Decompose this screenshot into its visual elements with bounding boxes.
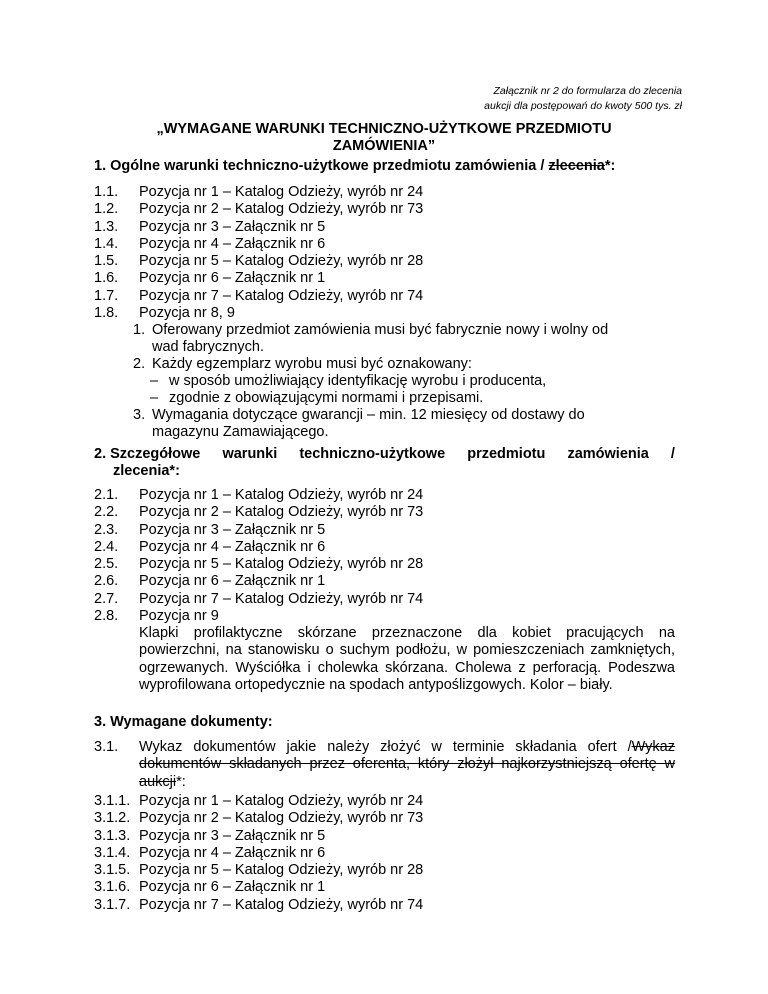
requirement-number: 1. [133, 322, 146, 338]
intro-text: Wykaz dokumentów jakie należy złożyć w terminie składania ofert / [139, 739, 632, 755]
section1-heading [94, 158, 615, 175]
item-text: Pozycja nr 1 – Katalog Odzieży, wyrób nr 24 [139, 184, 424, 200]
item-text: Pozycja nr 6 – Załącznik nr 1 [139, 879, 326, 896]
documents-intro-text [139, 739, 675, 791]
item-text: Pozycja nr 5 – Katalog Odzieży, wyrób nr 28 [139, 556, 424, 573]
item-number: 2.5. [94, 556, 119, 573]
heading-word: techniczno-użytkowe [299, 446, 446, 462]
requirement-line: Wymagania dotyczące gwarancji – min. 12 miesięcy od dostawy do [152, 407, 585, 423]
bullet-text: w sposób umożliwiający identyfikację wyrobu i producenta, [169, 373, 547, 389]
heading-word: przedmiotu [467, 446, 546, 462]
dash-icon: – [150, 373, 159, 389]
item-description: Klapki profilaktyczne skórzane przeznaczone dla kobiet pracujących na powierzchni, na stanowisku o suchym podłożu, w pomieszczeniach zamkniętych, ogrzewanych. Wyściółka i cholewka skórzana. Cholewa z perforacją. Podeszwa wyprofilowana ortopedycznie na spodach antypoślizgowych. Kolor – biały. [139, 625, 675, 693]
bullet-text: zgodnie z obowiązującymi normami i przepisami. [169, 390, 484, 406]
section2-heading-line2: zlecenia*: [113, 463, 180, 479]
requirement-line: magazynu Zamawiającego. [152, 424, 329, 440]
attachment-note-line1: Załącznik nr 2 do formularza do zlecenia [493, 85, 682, 97]
section2-heading-line1 [94, 446, 675, 463]
item-text: Pozycja nr 2 – Katalog Odzieży, wyrób nr 73 [139, 504, 424, 521]
requirement-line: Oferowany przedmiot zamówienia musi być fabrycznie nowy i wolny od [152, 322, 609, 338]
document-title [100, 121, 668, 155]
requirement-number: 2. [133, 356, 146, 372]
intro-tail: *: [176, 773, 186, 790]
heading-word: / [670, 446, 675, 462]
item-number: 2.8. [94, 608, 119, 625]
item-number: 1.6. [94, 270, 119, 287]
section1-heading-tail: *: [604, 158, 616, 174]
section1-heading-strike: zlecenia [548, 158, 605, 174]
requirement-line: wad fabrycznych. [152, 339, 265, 355]
item-text: Pozycja nr 7 – Katalog Odzieży, wyrób nr 74 [139, 287, 424, 304]
item-number: 3.1. [94, 739, 119, 755]
item-text: Pozycja nr 8, 9 [139, 305, 235, 322]
documents-list-intro [94, 739, 675, 791]
item-number: 3.1.3. [94, 827, 131, 844]
item-text: Pozycja nr 4 – Załącznik nr 6 [139, 844, 326, 861]
item-number: 1.7. [94, 287, 119, 304]
item-text: Pozycja nr 2 – Katalog Odzieży, wyrób nr 73 [139, 201, 424, 218]
section2-heading [94, 446, 675, 480]
item-number: 1.5. [94, 253, 119, 270]
item-number: 3.1.7. [94, 896, 131, 913]
item-text: Pozycja nr 3 – Załącznik nr 5 [139, 218, 326, 235]
item-number: 2.4. [94, 538, 119, 555]
requirement-text [152, 407, 585, 441]
item-number: 3.1.6. [94, 879, 131, 896]
item-text: Pozycja nr 3 – Załącznik nr 5 [139, 827, 326, 844]
item-number: 3.1.5. [94, 862, 131, 879]
section3-heading: 3. Wymagane dokumenty: [94, 714, 273, 730]
item-number: 2.3. [94, 521, 119, 538]
item-text: Pozycja nr 6 – Załącznik nr 1 [139, 270, 326, 287]
item-number: 2.6. [94, 573, 119, 590]
item-text: Pozycja nr 5 – Katalog Odzieży, wyrób nr 28 [139, 253, 424, 270]
requirement-text: Każdy egzemplarz wyrobu musi być oznakowany: [152, 356, 472, 372]
item-number: 1.2. [94, 201, 119, 218]
requirement-text [152, 322, 608, 356]
item-text: Pozycja nr 3 – Załącznik nr 5 [139, 521, 326, 538]
attachment-note [484, 84, 682, 114]
item-text: Pozycja nr 1 – Katalog Odzieży, wyrób nr 24 [139, 487, 424, 503]
item-number: 1.1. [94, 184, 119, 200]
document-title-line2: ZAMÓWIENIA” [332, 138, 436, 154]
item-text: Pozycja nr 5 – Katalog Odzieży, wyrób nr 28 [139, 862, 424, 879]
item-number: 1.8. [94, 305, 119, 322]
item-text: Pozycja nr 1 – Katalog Odzieży, wyrób nr 24 [139, 793, 424, 809]
requirement-number: 3. [133, 407, 146, 423]
item-number: 2.7. [94, 590, 119, 607]
document-title-line1: „WYMAGANE WARUNKI TECHNICZNO-UŻYTKOWE PRZEDMIOTU [156, 121, 612, 137]
item-text: Pozycja nr 6 – Załącznik nr 1 [139, 573, 326, 590]
item-number: 2.2. [94, 504, 119, 521]
heading-word: 2. Szczegółowe [94, 446, 201, 462]
item-text: Pozycja nr 4 – Załącznik nr 6 [139, 235, 326, 252]
heading-word: zamówienia [567, 446, 649, 462]
item-text: Pozycja nr 4 – Załącznik nr 6 [139, 538, 326, 555]
item-number: 3.1.2. [94, 810, 131, 827]
item-number: 3.1.1. [94, 793, 131, 809]
heading-word: warunki [222, 446, 278, 462]
intro-strike-text: Wykaz dokumentów składanych przez oferenta, który złożył najkorzystniejszą ofertę w aukcji [139, 739, 675, 790]
item-text: Pozycja nr 2 – Katalog Odzieży, wyrób nr 73 [139, 810, 424, 827]
item-number: 1.4. [94, 235, 119, 252]
item-text: Pozycja nr 7 – Katalog Odzieży, wyrób nr 74 [139, 896, 424, 913]
item-number: 2.1. [94, 487, 119, 503]
section1-heading-text: 1. Ogólne warunki techniczno-użytkowe przedmiotu zamówienia / [94, 158, 549, 174]
item-text: Pozycja nr 7 – Katalog Odzieży, wyrób nr 74 [139, 590, 424, 607]
item-number: 3.1.4. [94, 844, 131, 861]
dash-icon: – [150, 390, 159, 406]
attachment-note-line2: aukcji dla postępowań do kwoty 500 tys. zł [484, 100, 682, 112]
item-text: Pozycja nr 9 [139, 608, 219, 625]
item-number: 1.3. [94, 218, 119, 235]
